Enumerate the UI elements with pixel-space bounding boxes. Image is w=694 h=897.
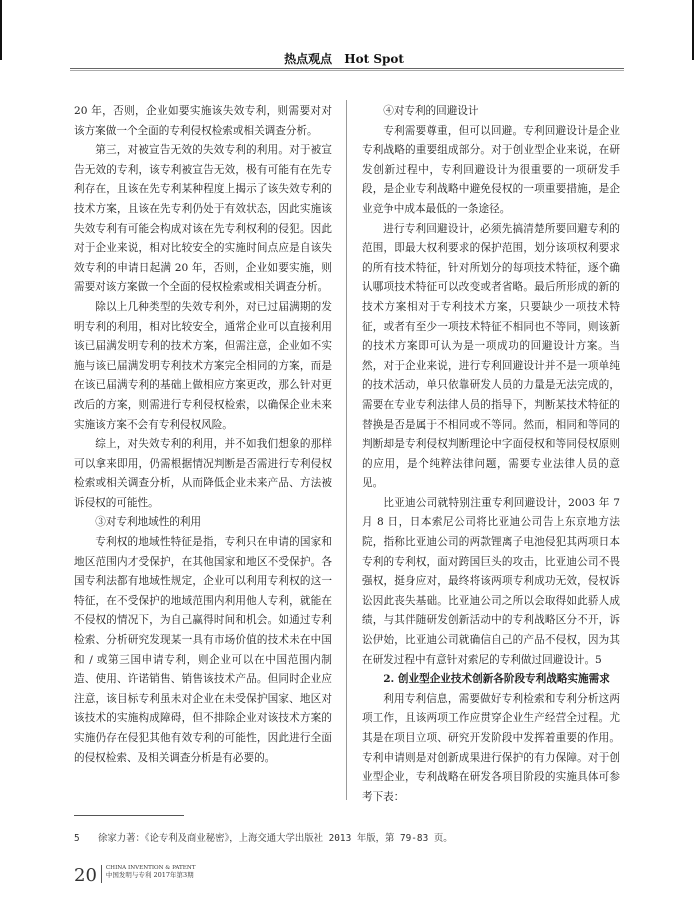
right-column — [362, 102, 620, 807]
journal-name-cn: 中国发明与专利 2017年第3期 — [105, 871, 194, 879]
footnote-text: 徐家力著：《论专利及商业秘密》，上海交通大学出版社 2013 年版，第 79-83 页。 — [98, 833, 453, 844]
section-title-cn: 热点观点 — [284, 52, 333, 66]
journal-name-en: CHINA INVENTION & PATENT — [105, 865, 196, 871]
subheading: ④对专利的回避设计 — [383, 105, 479, 117]
page-footer — [74, 865, 196, 889]
column-divider — [346, 100, 347, 800]
journal-name — [106, 865, 196, 880]
header-rule — [70, 68, 624, 69]
paragraph: 利用专利信息，需要做好专利检索和专利分析这两项工作，且该两项工作应贯穿企业生产经营全过程。尤其是在项目立项、研究开发阶段中发挥着重要的作用。专利申请则是对创新成果进行保护的有力保障。对于创业型企业，专利战略在研发各项目阶段的实施具体可参考下表： — [362, 692, 620, 803]
paragraph: 专利权的地域性特征是指，专利只在申请的国家和地区范围内才受保护，在其他国家和地区不受保护。各国专利法都有地域性规定，企业可以利用专利权的这一特征，在不受保护的地域范围内利用他人专利，就能在不侵权的情况下，为自己赢得时间和机会。如通过专利检索、分析研究发现某一具有市场价值的技术未在中国和 / 或第三国申请专利，则企业可以在中国范围内制造、使用、许诺销售、销售该技术产品。但同时企业应注意，该目标专利虽未对企业在未受保护国家、地区对该技术的实施构成障碍，但不排除企业对该技术方案的实施仍存在侵犯其他有效专利的可能性，因此进行全面的侵权检索、及相关调查分析是有必要的。 — [74, 536, 332, 764]
paragraph: 除以上几种类型的失效专利外，对已过届满期的发明专利的利用，相对比较安全，通常企业可以直接利用该已届满发明专利的技术方案，但需注意，企业如不实施与该已届满发明专利技术方案完全相同的方案，而是在该已届满专利的基础上做相应方案更改，那么针对更改后的方案，则需进行专利侵权检索，以确保企业未来实施该方案不会有专利侵权风险。 — [74, 300, 332, 431]
paragraph: 综上，对失效专利的利用，并不如我们想象的那样可以拿来即用，仍需根据情况判断是否需进行专利侵权检索或相关调查分析，从而降低企业未来产品、方法被诉侵权的可能性。 — [74, 438, 332, 509]
paragraph: 比亚迪公司就特别注重专利回避设计，2003 年 7 月 8 日，日本索尼公司将比亚迪公司告上东京地方法院，指称比亚迪公司的两款锂离子电池侵犯其两项日本专利的专利权，面对跨国巨头的攻击，比亚迪公司不畏强权，挺身应对，最终将该两项专利成功无效，侵权诉讼因此丧失基础。比亚迪公司之所以会取得如此骄人成绩，与其伴随研发创新活动中的专利战略区分不开，诉讼伊始，比亚迪公司就确信自己的产品不侵权，因为其在研发过程中有意针对索尼的专利做过回避设计。5 — [362, 496, 620, 666]
footnote — [74, 830, 634, 844]
page-number: 20 — [74, 865, 97, 886]
subheading: ③对专利地域性的利用 — [95, 516, 202, 529]
left-column — [74, 102, 332, 768]
header-rule-secondary — [70, 70, 624, 71]
footnote-number: 5 — [74, 833, 80, 844]
section-heading: 2. 创业型企业技术创新各阶段专利战略实施需求 — [383, 673, 610, 686]
paragraph: 第三，对被宣告无效的失效专利的利用。对于被宣告无效的专利，该专利被宣告无效，极有可能有在先专利存在，且该在先专利某种程度上揭示了该失效专利的技术方案，且该在先专利仍处于有效状态，因此实施该失效专利有可能会构成对该在先专利权利的侵犯。因此对于企业来说，相对比较安全的实施时间点应是自该失效专利的申请日起满 20 年，否则，企业如要实施，则需要对该方案做一个全面的侵权检索或相关调查分析。 — [74, 144, 332, 294]
paragraph: 20 年，否则，企业如要实施该失效专利，则需要对对该方案做一个全面的专利侵权检索或相关调查分析。 — [74, 105, 332, 137]
paragraph: 专利需要尊重，但可以回避。专利回避设计是企业专利战略的重要组成部分。对于创业型企业来说，在研发创新过程中，专利回避设计为很重要的一项研发手段，是企业专利战略中避免侵权的一项重要措施，是企业竞争中成本最低的一条途径。 — [362, 124, 620, 215]
paragraph: 进行专利回避设计，必须先搞清楚所要回避专利的范围，即最大权利要求的保护范围，划分该项权利要求的所有技术特征，针对所划分的每项技术特征，逐个确认哪项技术特征可以改变或者省略。最后所形成的新的技术方案相对于专利技术方案，只要缺少一项技术特征，或者有至少一项技术特征不相同也不等同，则该新的技术方案即可认为是一项成功的回避设计方案。当然，对于企业来说，进行专利回避设计并不是一项单纯的技术活动，单只依靠研发人员的力量是无法完成的，需要在专业专利法律人员的指导下，判断某技术特征的替换是否是属于不相同或不等同。然而，相同和等同的判断却是专利侵权判断理论中字面侵权和等同侵权原则的应用，是个纯粹法律问题，需要专业法律人员的意见。 — [362, 222, 620, 490]
section-header — [64, 50, 624, 67]
footer-separator — [101, 865, 102, 883]
page-edge-left — [0, 0, 2, 60]
footnote-rule — [74, 815, 184, 816]
section-title-en: Hot Spot — [344, 52, 404, 66]
